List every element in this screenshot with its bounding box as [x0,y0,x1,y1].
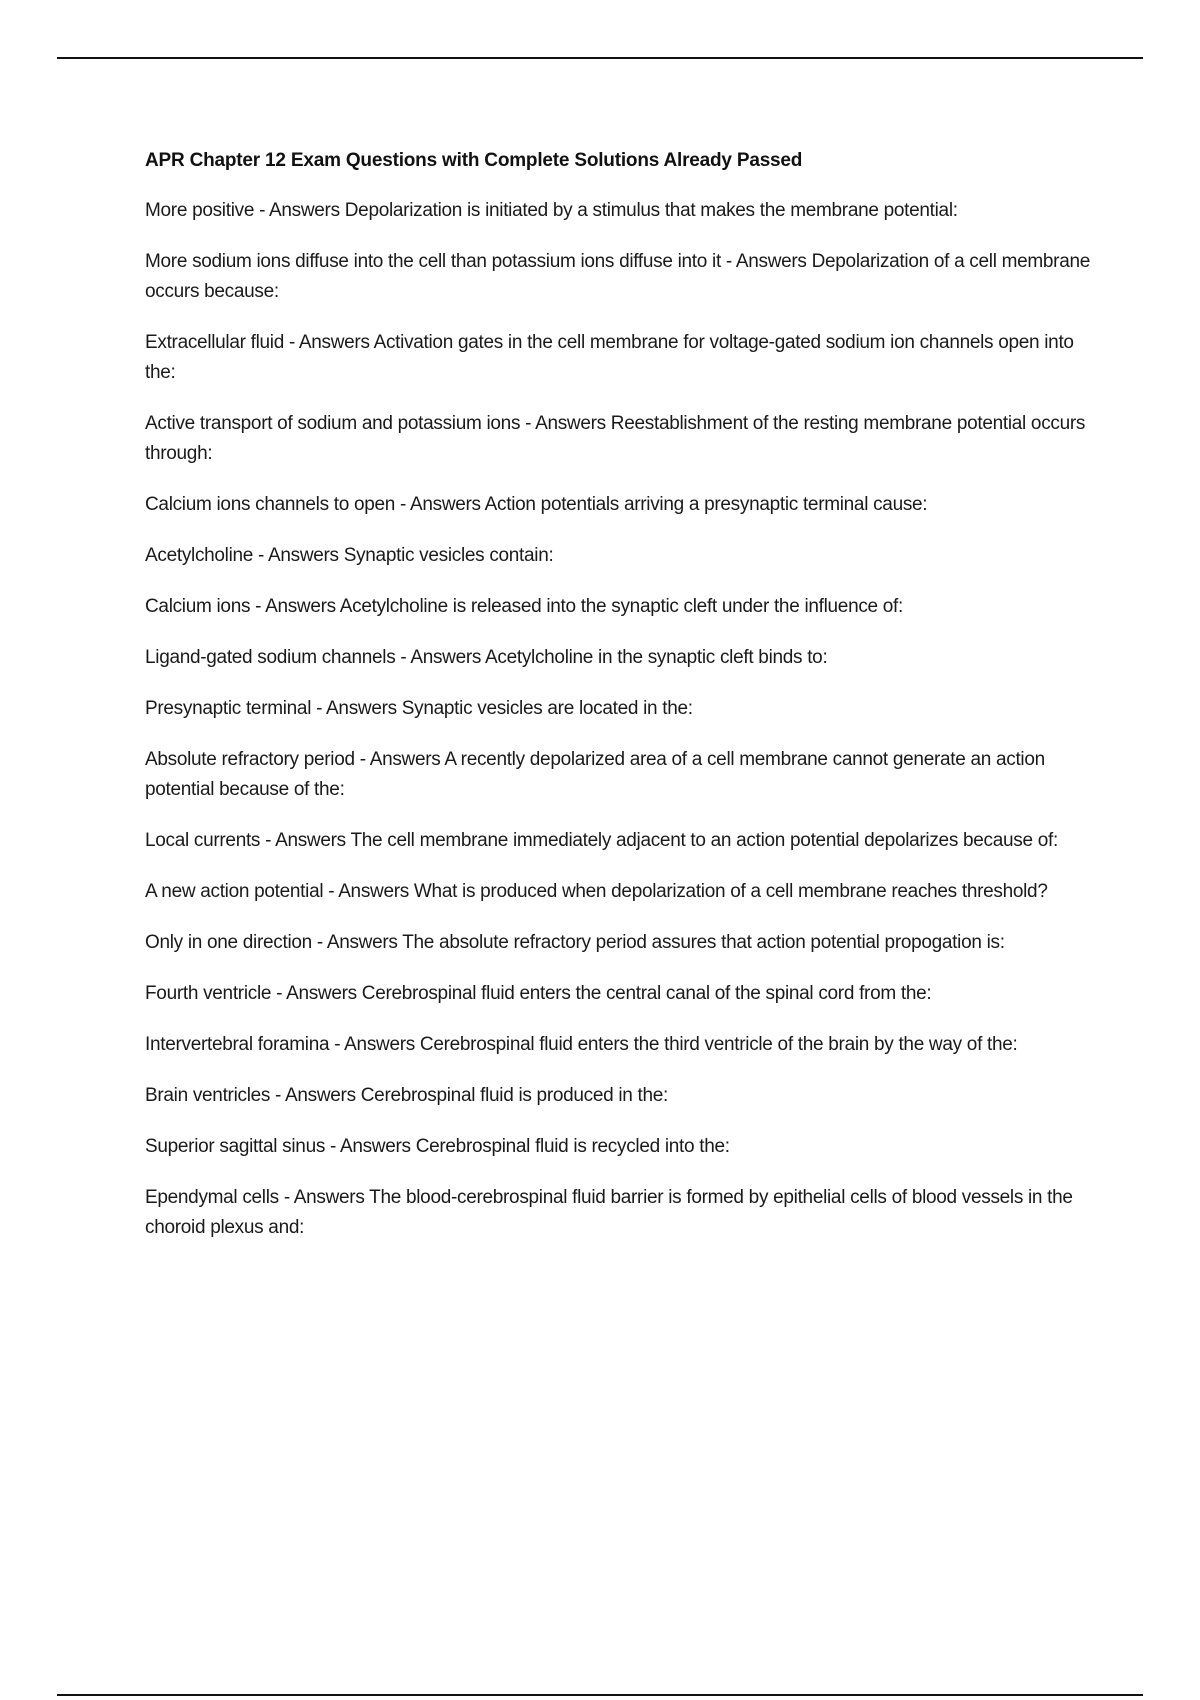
qa-item: Calcium ions channels to open - Answers Action potentials arriving a presynaptic terminal cause: [145,494,928,515]
qa-item: Ligand-gated sodium channels - Answers Acetylcholine in the synaptic cleft binds to: [145,647,828,668]
qa-item: A new action potential - Answers What is produced when depolarization of a cell membrane reaches threshold? [145,881,1048,902]
qa-item: Presynaptic terminal - Answers Synaptic vesicles are located in the: [145,698,693,719]
document-title: APR Chapter 12 Exam Questions with Complete Solutions Already Passed [145,150,803,171]
qa-item: Calcium ions - Answers Acetylcholine is released into the synaptic cleft under the influence of: [145,596,904,617]
bottom-divider [57,1694,1143,1696]
qa-item: Local currents - Answers The cell membrane immediately adjacent to an action potential depolarizes because of: [145,830,1058,851]
top-divider [57,57,1143,59]
qa-item: Brain ventricles - Answers Cerebrospinal fluid is produced in the: [145,1085,669,1106]
qa-item: Only in one direction - Answers The absolute refractory period assures that action potential propogation is: [145,932,1005,953]
qa-item: More sodium ions diffuse into the cell than potassium ions diffuse into it - Answers Depolarization of a cell membrane occurs because: [145,251,1091,302]
qa-item: Superior sagittal sinus - Answers Cerebrospinal fluid is recycled into the: [145,1136,730,1157]
document-body [145,146,1090,1264]
qa-item: Intervertebral foramina - Answers Cerebrospinal fluid enters the third ventricle of the brain by the way of the: [145,1034,1018,1055]
qa-item: Ependymal cells - Answers The blood-cerebrospinal fluid barrier is formed by epithelial cells of blood vessels in the choroid plexus and: [145,1187,1073,1238]
qa-item: Active transport of sodium and potassium ions - Answers Reestablishment of the resting membrane potential occurs through: [145,413,1086,464]
qa-list [145,196,1090,1243]
qa-item: More positive - Answers Depolarization is initiated by a stimulus that makes the membrane potential: [145,200,958,221]
qa-item: Acetylcholine - Answers Synaptic vesicles contain: [145,545,554,566]
qa-item: Fourth ventricle - Answers Cerebrospinal fluid enters the central canal of the spinal cord from the: [145,983,932,1004]
qa-item: Absolute refractory period - Answers A recently depolarized area of a cell membrane cannot generate an action potential because of the: [145,749,1045,800]
qa-item: Extracellular fluid - Answers Activation gates in the cell membrane for voltage-gated sodium ion channels open into the: [145,332,1074,383]
